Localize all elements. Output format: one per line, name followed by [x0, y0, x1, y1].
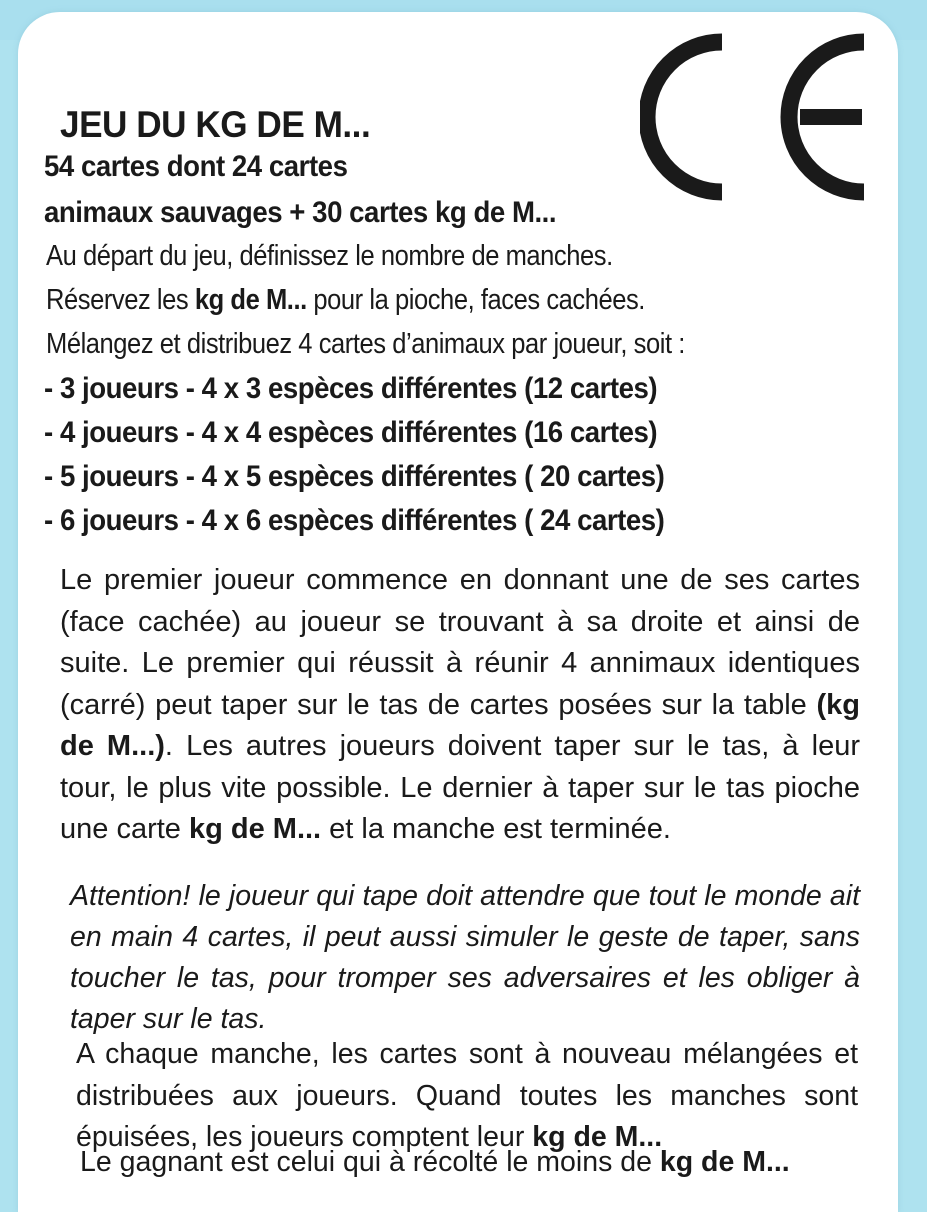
rules-card: [18, 12, 898, 1212]
player-option-4: - 4 joueurs - 4 x 4 espèces différentes (16 cartes): [44, 416, 658, 449]
player-option-5: - 5 joueurs - 4 x 5 espèces différentes ( 20 cartes): [44, 460, 665, 493]
setup-bold-term: kg de M...: [194, 284, 307, 316]
player-option-6: - 6 joueurs - 4 x 6 espèces différentes ( 24 cartes): [44, 504, 665, 537]
player-option-3: - 3 joueurs - 4 x 3 espèces différentes (12 cartes): [44, 372, 658, 405]
winner-line: Le gagnant est celui qui à récolté le moins de kg de M...: [80, 1146, 790, 1178]
setup-line-3: Mélangez et distribuez 4 cartes d’animaux par joueur, soit :: [46, 328, 685, 360]
attention-paragraph: Attention! le joueur qui tape doit attendre que tout le monde ait en main 4 cartes, il peut aussi simuler le geste de taper, sans toucher le tas, pour tromper ses adversaires et les obliger à taper sur le tas.: [70, 880, 860, 1035]
game-title: JEU DU KG DE M...: [60, 104, 371, 145]
contents-line-1: 54 cartes dont 24 cartes: [44, 150, 348, 183]
round-paragraph: A chaque manche, les cartes sont à nouveau mélangées et distribuées aux joueurs. Quand toutes les manches sont épuisées, les joueurs comptent leur kg de M...: [76, 1038, 858, 1153]
setup-line-1: Au départ du jeu, définissez le nombre de manches.: [46, 240, 613, 272]
setup-line-2: Réservez les kg de M... pour la pioche, faces cachées.: [46, 284, 645, 316]
ce-mark-logo: [640, 32, 888, 202]
rules-paragraph: Le premier joueur commence en donnant une de ses cartes (face cachée) au joueur se trouvant à sa droite et ainsi de suite. Le premier qui réussit à réunir 4 annimaux identiques (carré) peut taper sur le tas de cartes posées sur la table (kg de M...). Les autres joueurs doivent taper sur le tas, à leur tour, le plus vite possible. Le dernier à taper sur le tas pioche une carte kg de M... et la manche est terminée.: [60, 564, 861, 845]
contents-line-2: animaux sauvages + 30 cartes kg de M...: [44, 196, 557, 229]
